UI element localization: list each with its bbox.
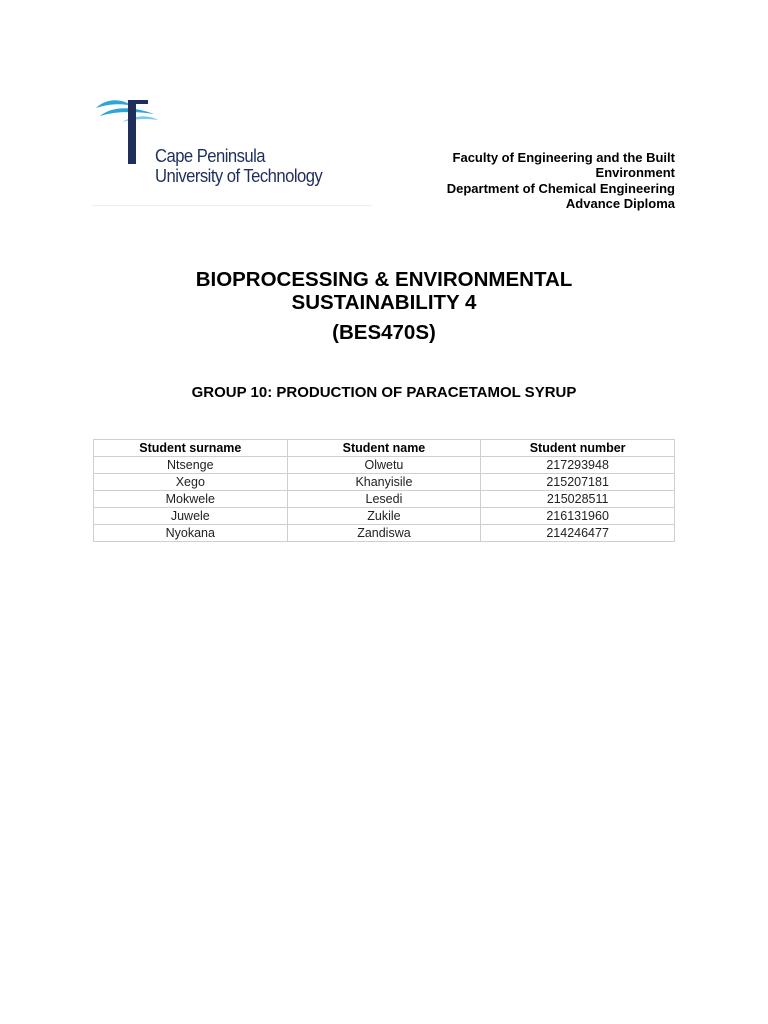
- cell-number: 217293948: [481, 457, 675, 474]
- cell-surname: Juwele: [94, 508, 288, 525]
- students-table: [93, 439, 675, 542]
- qualification-line: Advance Diploma: [565, 195, 675, 211]
- course-title: [0, 268, 768, 314]
- logo-line-1: Cape Peninsula: [155, 145, 266, 166]
- header-number: Student number: [481, 440, 675, 457]
- cell-surname: Xego: [94, 474, 288, 491]
- cell-number: 214246477: [481, 525, 675, 542]
- cell-surname: Mokwele: [94, 491, 288, 508]
- cell-number: 216131960: [481, 508, 675, 525]
- cell-surname: Nyokana: [94, 525, 288, 542]
- faculty-block: [447, 150, 675, 211]
- table-row: [94, 457, 675, 474]
- department-line: Department of Chemical Engineering: [446, 180, 675, 196]
- cell-name: Zandiswa: [287, 525, 481, 542]
- cell-number: 215028511: [481, 491, 675, 508]
- cell-name: Zukile: [287, 508, 481, 525]
- course-title-line-2: SUSTAINABILITY 4: [291, 291, 477, 314]
- cell-name: Khanyisile: [287, 474, 481, 491]
- course-title-line-1: BIOPROCESSING & ENVIRONMENTAL: [195, 268, 573, 291]
- cell-name: Lesedi: [287, 491, 481, 508]
- table-row: [94, 474, 675, 491]
- logo-wordmark: [155, 146, 322, 186]
- faculty-line-1: Faculty of Engineering and the Built: [452, 150, 675, 165]
- faculty-line-2: Environment: [595, 165, 675, 181]
- logo-divider: [92, 205, 372, 206]
- university-logo: [92, 94, 372, 210]
- course-code: (BES470S): [332, 321, 436, 344]
- cell-name: Olwetu: [287, 457, 481, 474]
- table-row: [94, 508, 675, 525]
- cell-number: 215207181: [481, 474, 675, 491]
- group-heading: GROUP 10: PRODUCTION OF PARACETAMOL SYRUP: [191, 384, 577, 401]
- header-name: Student name: [287, 440, 481, 457]
- table-row: [94, 491, 675, 508]
- table-header-row: [94, 440, 675, 457]
- cell-surname: Ntsenge: [94, 457, 288, 474]
- header-surname: Student surname: [94, 440, 288, 457]
- logo-line-2: University of Technology: [155, 165, 323, 186]
- table-row: [94, 525, 675, 542]
